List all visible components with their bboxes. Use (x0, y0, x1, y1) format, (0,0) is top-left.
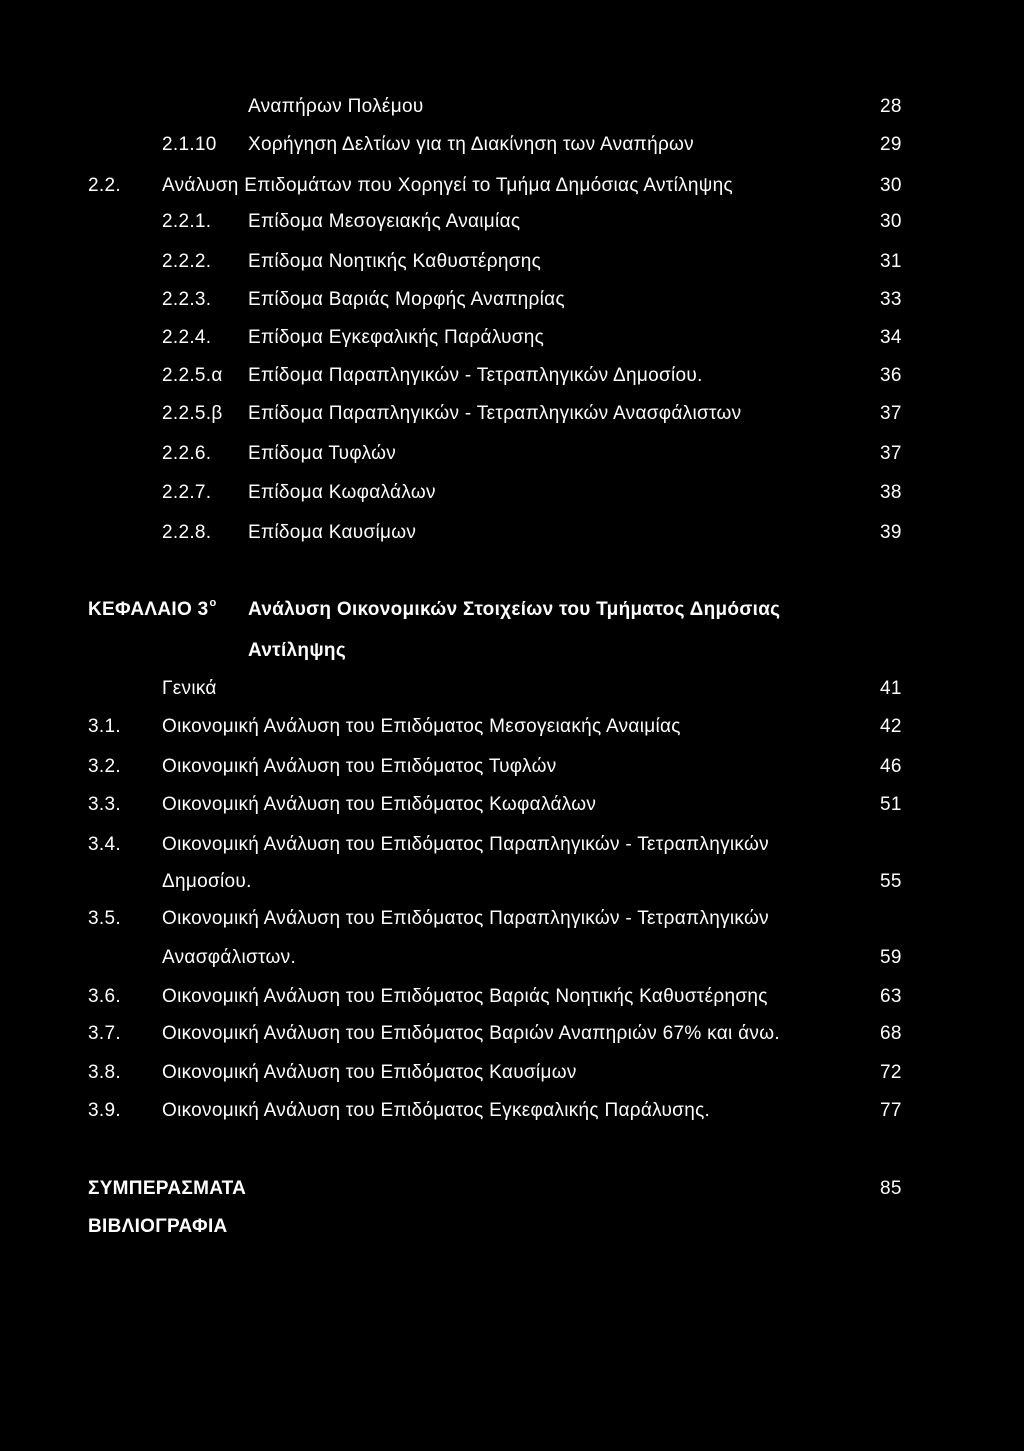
toc-entry-number: 2.2. (88, 175, 121, 196)
toc-entry-page: 28 (880, 96, 902, 117)
toc-entry-number: 3.9. (88, 1100, 121, 1121)
toc-entry-title: Επίδομα Παραπληγικών - Τετραπληγικών Ανασφάλιστων (248, 403, 742, 424)
toc-entry-page: 30 (880, 211, 902, 232)
toc-entry-number: 2.2.5.β (162, 403, 223, 424)
toc-entry-page: 29 (880, 134, 902, 155)
toc-entry-number: 2.1.10 (162, 134, 217, 155)
toc-entry (0, 401, 1024, 427)
toc-entry-number: 2.2.6. (162, 443, 212, 464)
toc-entry (0, 480, 1024, 506)
chapter-title-line2: Αντίληψης (248, 640, 347, 661)
toc-entry-title: Επίδομα Καυσίμων (248, 522, 417, 543)
toc-entry (0, 754, 1024, 780)
toc-entry-number: 3.7. (88, 1023, 121, 1044)
toc-entry-number: 2.2.3. (162, 289, 212, 310)
toc-entry-number: 2.2.5.α (162, 365, 223, 386)
toc-entry (0, 132, 1024, 158)
toc-entry (0, 1098, 1024, 1124)
conclusions-page: 85 (880, 1178, 902, 1199)
chapter-ordinal: ο (209, 597, 217, 609)
toc-entry-page: 39 (880, 522, 902, 543)
toc-entry (0, 520, 1024, 546)
toc-entry-title: Οικονομική Ανάλυση του Επιδόματος Μεσογειακής Αναιμίας (162, 716, 681, 737)
toc-entry-title: Οικονομική Ανάλυση του Επιδόματος Καυσίμων (162, 1062, 577, 1083)
toc-entry-page: 46 (880, 756, 902, 777)
toc-entry (0, 906, 1024, 932)
chapter-heading (0, 597, 1024, 623)
toc-entry-title: Γενικά (162, 678, 217, 699)
toc-entry-title: Επίδομα Μεσογειακής Αναιμίας (248, 211, 521, 232)
toc-entry-title: Επίδομα Εγκεφαλικής Παράλυσης (248, 327, 545, 348)
toc-entry-page: 72 (880, 1062, 902, 1083)
conclusions-title: ΣΥΜΠΕΡΑΣΜΑΤΑ (88, 1178, 247, 1199)
toc-entry-number: 3.1. (88, 716, 121, 737)
toc-entry (0, 441, 1024, 467)
toc-entry-page: 38 (880, 482, 902, 503)
toc-entry-number: 2.2.2. (162, 251, 212, 272)
chapter-label: ΚΕΦΑΛΑΙΟ $3^o$ (88, 597, 217, 620)
toc-entry-page: 59 (880, 947, 902, 968)
toc-entry (0, 714, 1024, 740)
toc-entry-page: 31 (880, 251, 902, 272)
toc-entry-page: 37 (880, 403, 902, 424)
toc-entry (0, 94, 1024, 120)
toc-entry (0, 363, 1024, 389)
toc-entry-number: 3.4. (88, 834, 121, 855)
toc-entry-number: 3.5. (88, 908, 121, 929)
toc-entry-page: 63 (880, 986, 902, 1007)
toc-entry-number: 3.6. (88, 986, 121, 1007)
toc-entry-number: 3.2. (88, 756, 121, 777)
toc-entry-continued (0, 945, 1024, 971)
toc-entry-bibliography (0, 1214, 1024, 1240)
toc-entry-title: Οικονομική Ανάλυση του Επιδόματος Παραπληγικών - Τετραπληγικών (162, 908, 769, 929)
toc-entry-title-cont: Ανασφάλιστων. (162, 947, 297, 968)
toc-entry-title: Οικονομική Ανάλυση του Επιδόματος Τυφλών (162, 756, 557, 777)
toc-entry-title: Επίδομα Παραπληγικών - Τετραπληγικών Δημοσίου. (248, 365, 703, 386)
toc-entry-number: 3.3. (88, 794, 121, 815)
toc-entry-conclusions (0, 1176, 1024, 1202)
toc-entry (0, 287, 1024, 313)
toc-entry-title: Οικονομική Ανάλυση του Επιδόματος Βαριάς Νοητικής Καθυστέρησης (162, 986, 768, 1007)
toc-entry-page: 77 (880, 1100, 902, 1121)
toc-entry (0, 1021, 1024, 1047)
toc-entry-number: 2.2.1. (162, 211, 212, 232)
toc-entry-title: Οικονομική Ανάλυση του Επιδόματος Βαριών Αναπηριών 67% και άνω. (162, 1023, 780, 1044)
toc-entry-title: Οικονομική Ανάλυση του Επιδόματος Εγκεφαλικής Παράλυσης. (162, 1100, 711, 1121)
toc-entry (0, 209, 1024, 235)
toc-entry (0, 325, 1024, 351)
toc-entry-page: 30 (880, 175, 902, 196)
toc-entry-title: Επίδομα Νοητικής Καθυστέρησης (248, 251, 542, 272)
toc-entry-title: Οικονομική Ανάλυση του Επιδόματος Παραπληγικών - Τετραπληγικών (162, 834, 769, 855)
chapter-title-continued (0, 638, 1024, 664)
chapter-title: Ανάλυση Οικονομικών Στοιχείων του Τμήματος Δημόσιας (248, 599, 781, 620)
toc-entry-title: Αναπήρων Πολέμου (248, 96, 424, 117)
toc-entry-page: 51 (880, 794, 902, 815)
toc-entry-title: Ανάλυση Επιδομάτων που Χορηγεί το Τμήμα Δημόσιας Αντίληψης (162, 175, 733, 196)
toc-entry-page: 41 (880, 678, 902, 699)
toc-entry-general (0, 676, 1024, 702)
toc-entry (0, 984, 1024, 1010)
bibliography-title: ΒΙΒΛΙΟΓΡΑΦΙΑ (88, 1216, 228, 1237)
toc-entry-page: 42 (880, 716, 902, 737)
toc-entry-number: 2.2.8. (162, 522, 212, 543)
toc-entry (0, 173, 1024, 199)
toc-entry-title: Οικονομική Ανάλυση του Επιδόματος Κωφαλάλων (162, 794, 597, 815)
toc-entry-title: Επίδομα Βαριάς Μορφής Αναπηρίας (248, 289, 565, 310)
toc-entry-number: 2.2.4. (162, 327, 212, 348)
toc-entry-title: Χορήγηση Δελτίων για τη Διακίνηση των Αναπήρων (248, 134, 694, 155)
toc-entry (0, 1060, 1024, 1086)
toc-entry-page: 33 (880, 289, 902, 310)
toc-entry-title: Επίδομα Τυφλών (248, 443, 397, 464)
toc-entry-title: Επίδομα Κωφαλάλων (248, 482, 436, 503)
toc-entry-continued (0, 869, 1024, 895)
toc-entry-page: 68 (880, 1023, 902, 1044)
toc-entry-page: 36 (880, 365, 902, 386)
toc-entry-title-cont: Δημοσίου. (162, 871, 252, 892)
toc-entry-page: 37 (880, 443, 902, 464)
toc-entry-page: 34 (880, 327, 902, 348)
toc-entry-page: 55 (880, 871, 902, 892)
toc-entry-number: 2.2.7. (162, 482, 212, 503)
toc-entry (0, 832, 1024, 858)
toc-entry (0, 792, 1024, 818)
toc-entry-number: 3.8. (88, 1062, 121, 1083)
toc-entry (0, 249, 1024, 275)
